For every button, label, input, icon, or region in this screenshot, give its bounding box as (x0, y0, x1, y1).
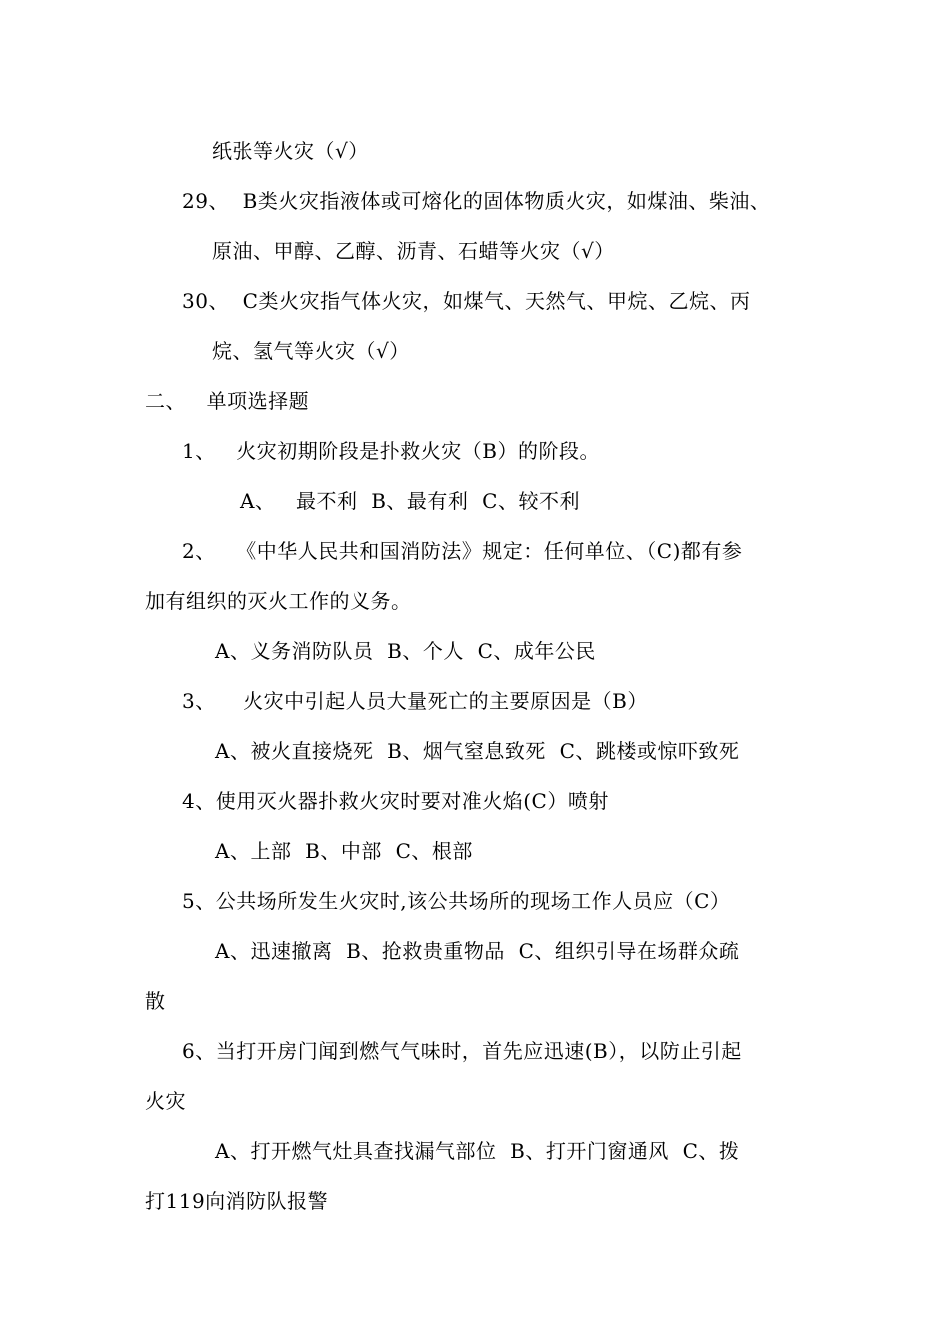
text-line-1: 纸张等火灾（√） (212, 139, 369, 163)
text-line-22: 打119向消防队报警 (145, 1189, 329, 1213)
choice-options-5: A、迅速撤离 B、抢救贵重物品 C、组织引导在场群众疏 (215, 939, 740, 963)
section-heading: 二、 单项选择题 (145, 389, 310, 413)
choice-question-4: 4、使用灭火器扑救火灾时要对准火焰(C）喷射 (182, 789, 609, 813)
choice-options-6: A、打开燃气灶具查找漏气部位 B、打开门窗通风 C、拨 (215, 1139, 740, 1163)
choice-question-3: 3、 火灾中引起人员大量死亡的主要原因是（B） (182, 689, 648, 713)
choice-question-2: 2、 《中华人民共和国消防法》规定：任何单位、（C)都有参 (182, 539, 743, 563)
text-line-18: 散 (145, 989, 166, 1013)
text-line-20: 火灾 (145, 1089, 186, 1113)
question-30: 30、 C类火灾指气体火灾，如煤气、天然气、甲烷、乙烷、丙 (182, 289, 751, 313)
choice-options-4: A、上部 B、中部 C、根部 (215, 839, 473, 863)
text-line-3: 原油、甲醇、乙醇、沥青、石蜡等火灾（√） (212, 239, 615, 263)
choice-question-1: 1、 火灾初期阶段是扑救火灾（B）的阶段。 (182, 439, 600, 463)
choice-question-5: 5、公共场所发生火灾时,该公共场所的现场工作人员应（C） (182, 889, 731, 913)
text-line-10: 加有组织的灭火工作的义务。 (145, 589, 412, 613)
text-line-5: 烷、氢气等火灾（√） (212, 339, 410, 363)
choice-question-6: 6、当打开房门闻到燃气气味时，首先应迅速(B），以防止引起 (182, 1039, 742, 1063)
choice-options-3: A、被火直接烧死 B、烟气窒息致死 C、跳楼或惊吓致死 (215, 739, 740, 763)
choice-options-2: A、义务消防队员 B、个人 C、成年公民 (215, 639, 596, 663)
question-29: 29、 B类火灾指液体或可熔化的固体物质火灾，如煤油、柴油、 (182, 189, 771, 213)
choice-options-1: A、 最不利 B、最有利 C、较不利 (240, 489, 580, 513)
